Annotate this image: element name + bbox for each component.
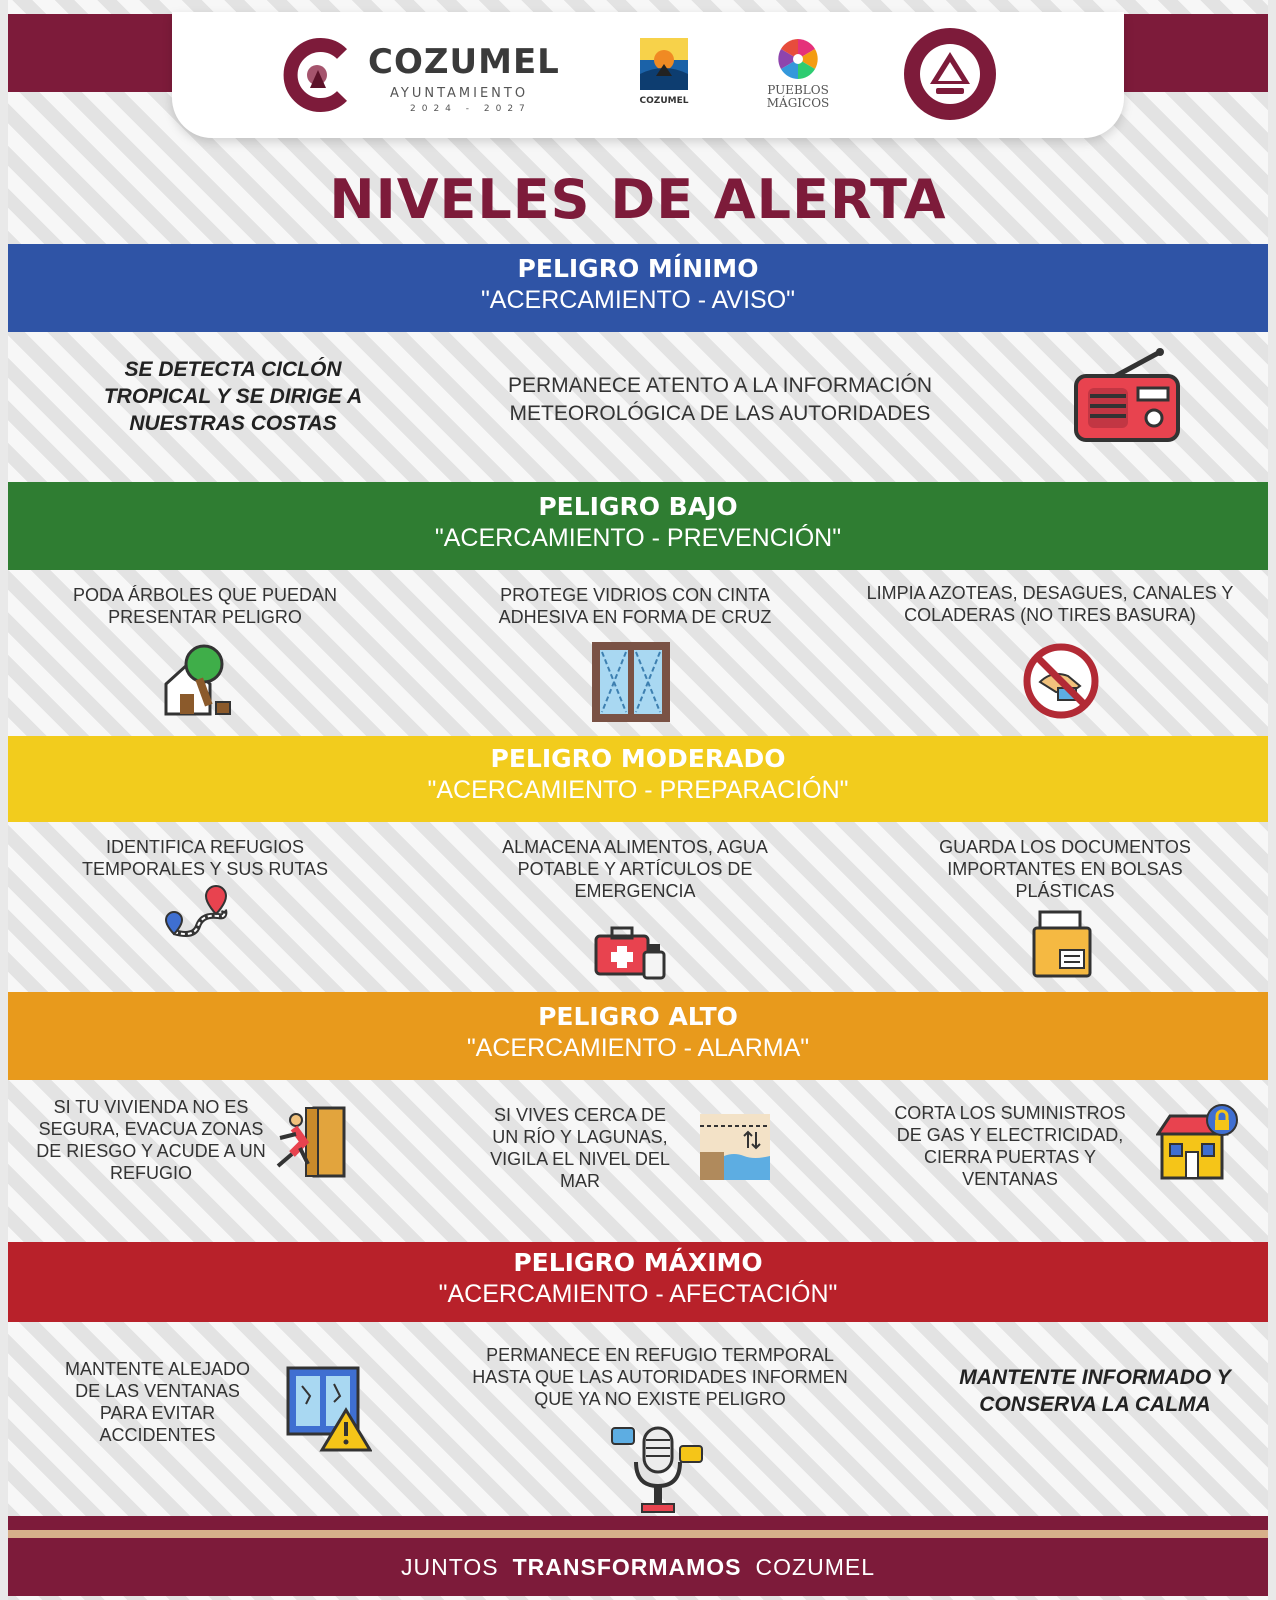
stay-informed-text: PERMANECE ATENTO A LA INFORMACIÓN METEOROLÓGICA DE LAS AUTORIDADES xyxy=(508,374,932,425)
cyclone-detected-text: SE DETECTA CICLÓN TROPICAL Y SE DIRIGE A NUESTRAS COSTAS xyxy=(103,358,363,435)
pinwheel-icon xyxy=(762,36,834,82)
level-subtitle: "ACERCAMIENTO - PREPARACIÓN" xyxy=(427,776,849,804)
level-bajo-band xyxy=(8,482,1268,570)
footer-stripe xyxy=(8,1530,1268,1538)
taped-window-icon xyxy=(590,640,672,724)
document-folder-icon xyxy=(1030,910,1094,980)
stay-calm-text: MANTENTE INFORMADO Y CONSERVA LA CALMA xyxy=(959,1366,1231,1416)
level-moderado-band xyxy=(8,736,1268,822)
level-title: PELIGRO MÁXIMO xyxy=(513,1248,763,1277)
footer-band-top xyxy=(8,1516,1268,1530)
pueblos-magicos-logo xyxy=(762,36,834,126)
frame-right xyxy=(1268,0,1276,1600)
header-logos xyxy=(172,12,1124,138)
footer-word-2: TRANSFORMAMOS xyxy=(512,1554,742,1580)
pueblos-text: PUEBLOS MÁGICOS xyxy=(766,83,830,110)
first-aid-icon xyxy=(594,922,668,980)
stay-away-windows-text: MANTENTE ALEJADO DE LAS VENTANAS PARA EVITAR ACCIDENTES xyxy=(64,1359,251,1445)
cut-utilities-text: CORTA LOS SUMINISTROS DE GAS Y ELECTRICIDAD, CIERRA PUERTAS Y VENTANAS xyxy=(894,1103,1126,1189)
store-documents-text: GUARDA LOS DOCUMENTOS IMPORTANTES EN BOLSAS PLÁSTICAS xyxy=(939,837,1191,901)
microphone-icon xyxy=(610,1424,706,1518)
proteccion-civil-logo xyxy=(902,26,998,122)
broken-window-warning-icon xyxy=(286,1366,372,1452)
evacuate-icon xyxy=(270,1104,350,1180)
level-alto-band xyxy=(8,992,1268,1080)
page-title: NIVELES DE ALERTA xyxy=(329,168,947,231)
cozumel-c-logo-icon xyxy=(280,38,354,112)
civil-protection-seal-icon xyxy=(902,26,998,122)
watch-water-level-text: SI VIVES CERCA DE UN RÍO Y LAGUNAS, VIGILA EL NIVEL DEL MAR xyxy=(490,1105,670,1191)
level-subtitle: "ACERCAMIENTO - PREVENCIÓN" xyxy=(434,524,842,552)
clean-roofs-text: LIMPIA AZOTEAS, DESAGUES, CANALES Y COLADERAS (NO TIRES BASURA) xyxy=(866,583,1234,625)
brand-sub: AYUNTAMIENTO xyxy=(390,86,529,101)
level-subtitle: "ACERCAMIENTO - AFECTACIÓN" xyxy=(438,1280,838,1308)
brand-name: COZUMEL xyxy=(368,42,560,82)
level-title: PELIGRO BAJO xyxy=(538,492,738,521)
identify-shelters-text: IDENTIFICA REFUGIOS TEMPORALES Y SUS RUTAS xyxy=(81,837,329,879)
sunset-island-icon xyxy=(634,34,694,96)
tree-house-icon xyxy=(160,644,236,716)
level-maximo-band xyxy=(8,1242,1268,1322)
level-title: PELIGRO MODERADO xyxy=(490,744,786,773)
level-minimo-band xyxy=(8,244,1268,332)
route-icon xyxy=(164,882,232,946)
stay-in-shelter-text: PERMANECE EN REFUGIO TERMPORAL HASTA QUE LAS AUTORIDADES INFORMEN QUE YA NO EXISTE PELIGRO xyxy=(472,1345,848,1409)
water-level-icon xyxy=(698,1112,772,1182)
prune-trees-text: PODA ÁRBOLES QUE PUEDAN PRESENTAR PELIGRO xyxy=(72,585,338,627)
store-supplies-text: ALMACENA ALIMENTOS, AGUA POTABLE Y ARTÍCULOS DE EMERGENCIA xyxy=(502,837,768,901)
footer-word-3: COZUMEL xyxy=(755,1554,875,1580)
level-subtitle: "ACERCAMIENTO - ALARMA" xyxy=(466,1034,810,1062)
level-title: PELIGRO MÍNIMO xyxy=(517,254,759,283)
no-littering-icon xyxy=(1022,642,1100,720)
cozumel-sunset-logo xyxy=(634,34,694,124)
locked-house-icon xyxy=(1156,1102,1240,1182)
radio-icon xyxy=(1072,348,1182,448)
footer-word-1: JUNTOS xyxy=(401,1554,499,1580)
level-title: PELIGRO ALTO xyxy=(538,1002,738,1031)
brand-years: 2024 - 2027 xyxy=(410,104,531,114)
evacuate-text: SI TU VIVIENDA NO ES SEGURA, EVACUA ZONAS DE RIESGO Y ACUDE A UN REFUGIO xyxy=(36,1097,266,1183)
frame-left xyxy=(0,0,8,1600)
level-subtitle: "ACERCAMIENTO - AVISO" xyxy=(480,286,796,314)
small-logo-text: COZUMEL xyxy=(639,96,689,106)
protect-glass-text: PROTEGE VIDRIOS CON CINTA ADHESIVA EN FORMA DE CRUZ xyxy=(498,585,772,627)
footer-slogan xyxy=(8,1538,1268,1596)
